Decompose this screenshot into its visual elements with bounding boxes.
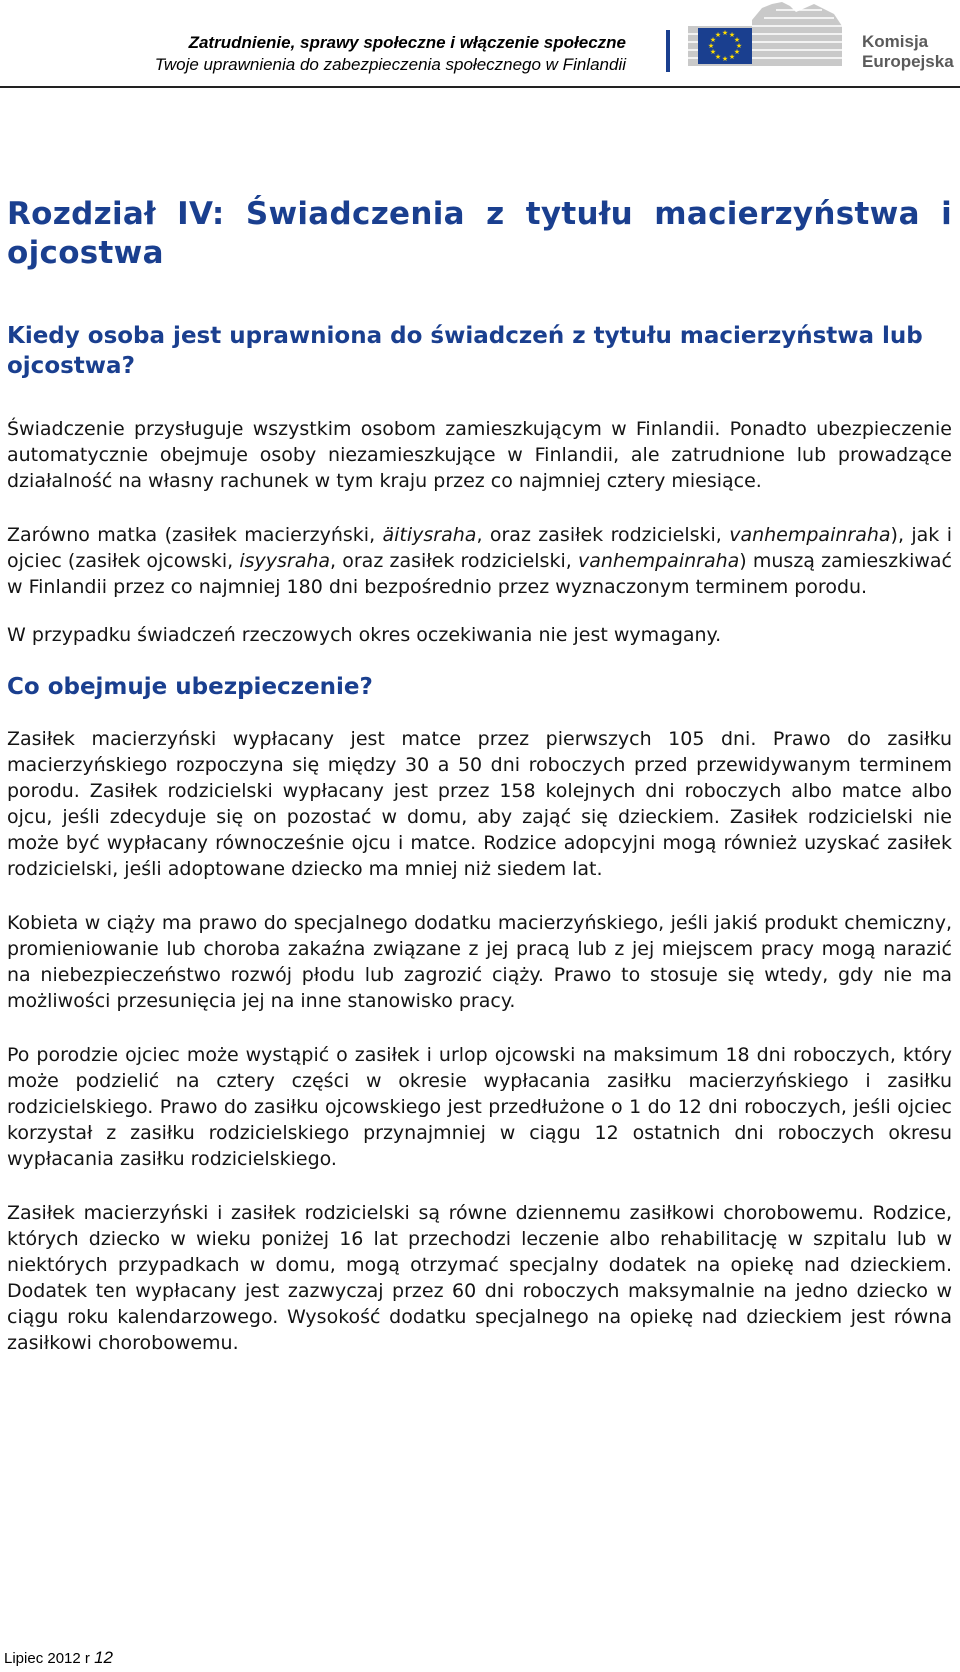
header-subtitle: Twoje uprawnienia do zabezpieczenia społecznego w Finlandii (154, 55, 626, 74)
paragraph-paternity: Po porodzie ojciec może wystąpić o zasiłek i urlop ojcowski na maksimum 18 dni roboczych, który może podzielić na cztery części w okresie wypłacania zasiłku macierzyńskiego i zasiłku rodzicielskiego. Prawo do zasiłku ojcowskiego jest przedłużone o 1 do 12 dni roboczych, jeśli ojciec korzystał z zasiłku rodzicielskiego przynajmniej w ciągu 12 ostatnich dni roboczych okresu wypłacania zasiłku rodzicielskiego. (7, 1044, 952, 1170)
svg-text:★: ★ (707, 42, 715, 50)
document-body (7, 195, 952, 1384)
svg-text:★: ★ (709, 48, 717, 56)
svg-text:★: ★ (733, 48, 741, 56)
page-header (0, 0, 960, 90)
paragraph-residence-period: Zarówno matka (zasiłek macierzyński, äitiysraha, oraz zasiłek rodzicielski, vanhempainraha), jak i ojciec (zasiłek ojcowski, isyysraha, oraz zasiłek rodzicielski, vanhempainraha) muszą zamieszkiwać w Finlandii przez co najmniej 180 dni bezpośrednio przez wyznaczonym terminem porodu. (7, 524, 952, 598)
paragraph-waiting-period: W przypadku świadczeń rzeczowych okres oczekiwania nie jest wymagany. (7, 624, 722, 646)
svg-text:★: ★ (709, 36, 717, 44)
svg-text:★: ★ (728, 31, 736, 39)
paragraph-amounts: Zasiłek macierzyński i zasiłek rodzicielski są równe dziennemu zasiłkowi chorobowemu. Rodzice, których dziecko w wieku poniżej 16 lat przechodzi leczenie albo rehabilitację w szpitalu lub w niektórych przypadkach w domu, mogą otrzymać specjalny dodatek na opiekę nad dzieckiem. Dodatek ten wypłacany jest zazwyczaj przez 60 dni roboczych maksymalnie na jedno dziecko w ciągu roku kalendarzowego. Wysokość dodatku specjalnego na opiekę nad dzieckiem jest równa zasiłkowi chorobowemu. (7, 1202, 952, 1354)
page-number: 12 (94, 1648, 113, 1667)
header-text (155, 32, 626, 76)
svg-text:★: ★ (714, 31, 722, 39)
paragraph-special-allowance: Kobieta w ciąży ma prawo do specjalnego dodatku macierzyńskiego, jeśli jakiś produkt chemiczny, promieniowanie lub choroba zakaźna związane z jej pracą lub z jej miejscem pracy mogą narazić na niebezpieczeństwo rozwój płodu lub zagrozić ciąży. Prawo to stosuje się wtedy, gdy nie ma możliwości przesunięcia jej na inne stanowisko pracy. (7, 912, 952, 1012)
paragraph-residence: Świadczenie przysługuje wszystkim osobom zamieszkującym w Finlandii. Ponadto ubezpieczenie automatycznie obejmuje osoby niezamieszkujące w Finlandii, ale zatrudnione lub prowadzące działalność na własny rachunek w tym kraju przez co najmniej cztery miesiące. (7, 418, 952, 492)
logo-text: Komisja Europejska (862, 32, 954, 71)
section-heading-eligibility: Kiedy osoba jest uprawniona do świadczeń z tytułu macierzyństwa lub ojcostwa? (7, 323, 923, 379)
header-rule (0, 86, 960, 88)
svg-text:★: ★ (728, 53, 736, 61)
chapter-title: Rozdział IV: Świadczenia z tytułu macierzyństwa i ojcostwa (7, 196, 952, 271)
svg-text:★: ★ (714, 53, 722, 61)
svg-text:★: ★ (721, 29, 729, 37)
svg-text:★: ★ (721, 55, 729, 63)
footer-date: Lipiec 2012 r (4, 1650, 95, 1667)
svg-text:★: ★ (735, 42, 743, 50)
paragraph-maternity-allowance: Zasiłek macierzyński wypłacany jest matce przez pierwszych 105 dni. Prawo do zasiłku macierzyńskiego rozpoczyna się między 30 a 50 dni roboczych przed przewidywanym terminem porodu. Zasiłek rodzicielski wypłacany jest przez 158 kolejnych dni roboczych albo matce albo ojcu, jeśli zdecyduje się on pozostać w domu, aby zająć się dzieckiem. Zasiłek rodzicielski nie może być wypłacany równocześnie ojcu i matce. Rodzice adopcyjni mogą również uzyskać zasiłek rodzicielski, jeśli adoptowane dziecko ma mniej niż siedem lat. (7, 728, 952, 880)
svg-text:★: ★ (733, 36, 741, 44)
page-footer (4, 1648, 113, 1668)
section-heading-coverage: Co obejmuje ubezpieczenie? (7, 674, 373, 700)
header-divider (666, 30, 670, 72)
header-title: Zatrudnienie, sprawy społeczne i włączenie społeczne (188, 33, 626, 52)
